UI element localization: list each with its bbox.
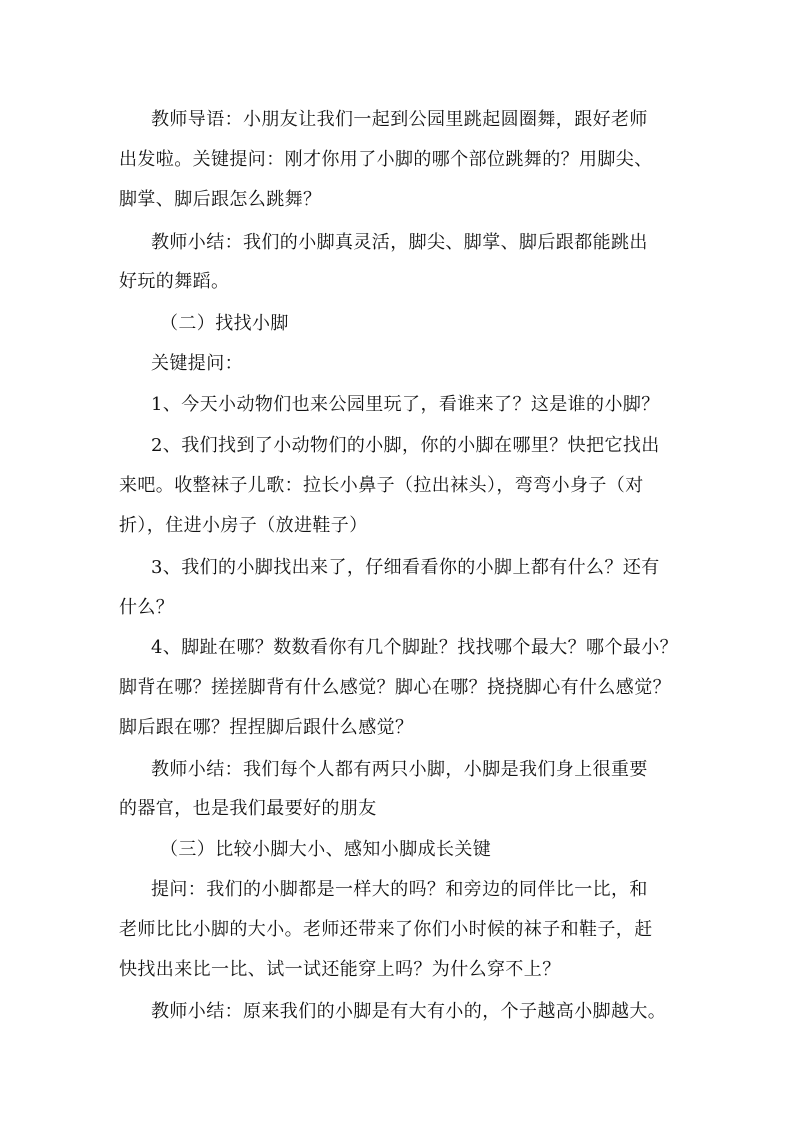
- list-item-line: 1、今天小动物们也来公园里玩了，看谁来了？这是谁的小脚？: [151, 394, 660, 415]
- list-item-line: 来吧。收整袜子儿歌：拉长小鼻子（拉出袜头），弯弯小身子（对: [119, 475, 644, 496]
- paragraph-line: 教师小结：我们每个人都有两只小脚，小脚是我们身上很重要: [151, 759, 648, 780]
- paragraph-line: 关键提问：: [151, 353, 243, 374]
- section-heading: （二）找找小脚: [160, 313, 289, 334]
- paragraph-line: 教师导语：小朋友让我们一起到公园里跳起圆圈舞，跟好老师: [151, 109, 648, 130]
- paragraph-line: 老师比比小脚的大小。老师还带来了你们小时候的袜子和鞋子，赶: [119, 919, 653, 940]
- paragraph-line: 的器官，也是我们最要好的朋友: [119, 798, 377, 819]
- paragraph-line: 好玩的舞蹈。: [119, 271, 230, 292]
- paragraph-line: 教师小结：我们的小脚真灵活，脚尖、脚掌、脚后跟都能跳出: [151, 232, 648, 253]
- paragraph-line: 脚掌、脚后跟怎么跳舞？: [119, 189, 322, 210]
- list-item-line: 2、我们找到了小动物们的小脚，你的小脚在哪里？快把它找出: [151, 435, 660, 456]
- paragraph-line: 教师小结：原来我们的小脚是有大有小的，个子越高小脚越大。: [151, 1001, 667, 1022]
- section-heading: （三）比较小脚大小、感知小脚成长关键: [160, 839, 492, 860]
- list-item-line: 4、脚趾在哪？数数看你有几个脚趾？找找哪个最大？哪个最小？: [151, 637, 679, 658]
- paragraph-line: 快找出来比一比、试一试还能穿上吗？为什么穿不上？: [119, 959, 561, 980]
- list-item-line: 什么？: [119, 597, 175, 618]
- list-item-line: 脚后跟在哪？捏捏脚后跟什么感觉？: [119, 717, 414, 738]
- list-item-line: 脚背在哪？搓搓脚背有什么感觉？脚心在哪？挠挠脚心有什么感觉？: [119, 677, 671, 698]
- list-item-line: 3、我们的小脚找出来了，仔细看看你的小脚上都有什么？还有: [151, 557, 660, 578]
- paragraph-line: 出发啦。关键提问：刚才你用了小脚的哪个部位跳舞的？用脚尖、: [119, 149, 653, 170]
- paragraph-line: 提问：我们的小脚都是一样大的吗？和旁边的同伴比一比，和: [151, 879, 648, 900]
- list-item-line: 折），住进小房子（放进鞋子）: [119, 515, 368, 536]
